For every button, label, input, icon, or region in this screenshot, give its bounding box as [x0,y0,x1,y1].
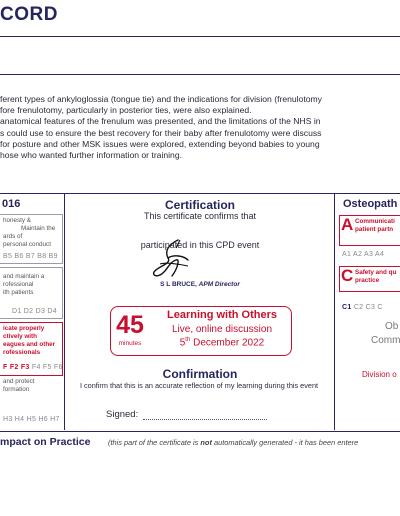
date-suffix: th [185,337,191,343]
summary-line: fore frenulotomy, particularly in posterior ties, were also explained. [0,105,252,116]
signer-text: S L BRUCE, [160,281,199,288]
text-line: eagues and other [3,341,56,348]
standard-b-codes: B5 B6 B7 B8 B9 [3,253,58,260]
standard-h-text [3,378,61,394]
osteopath-heading: Osteopath [343,198,398,210]
standard-a-letter: A [341,215,354,234]
code-unselected: F4 F5 F6 [31,364,63,371]
text-line: Maintain the [21,225,56,232]
standards-heading: 016 [2,198,21,210]
note-emphasis: not [200,438,212,447]
certification-line-1: This certificate confirms that [143,211,257,221]
event-summary [0,94,400,161]
text-line: patient partn [355,226,394,233]
signature-line[interactable] [143,419,267,420]
text-line: and maintain a [3,273,45,280]
standard-f-codes [3,364,63,371]
summary-line: s could use to ensure the best recovery for their baby after frenulotomy were discuss [0,127,322,138]
signed-label: Signed: [106,409,139,420]
impact-heading: mpact on Practice [0,436,91,448]
text-line: practice [355,277,380,284]
column-divider-right [334,193,335,430]
text-line: and protect [3,378,35,385]
standard-c-codes [342,304,383,311]
summary-line: for posture and other MSK issues were explored, extending beyond babies to young [0,138,320,149]
cpd-minutes-value: 45 [116,311,144,339]
text-line: ith patients [3,289,34,296]
right-col-division: Division o [362,370,397,379]
date-day: 5 [179,337,186,349]
right-col-ob: Ob [385,321,399,332]
code-unselected: C2 C3 C [353,304,383,311]
code-selected: F2 F3 [9,364,30,371]
signer-name [100,281,300,288]
text-line: personal conduct [3,241,51,248]
certification-heading: Certification [164,198,235,212]
text-line: icate properly [3,325,45,332]
text-line: Safety and qu [355,269,397,276]
text-line: rofessionals [3,349,41,356]
standard-d-text [3,273,61,297]
text-line: rofessional [3,281,34,288]
standard-h-codes: H3 H4 H5 H6 H7 [3,416,60,423]
event-date [154,337,290,348]
impact-note [108,438,358,447]
signer-role: APM Director [198,281,240,288]
text-line: honesty & [3,217,32,224]
event-title: Learning with Others [166,309,277,321]
standard-a-text [355,218,400,234]
text-line: Communicati [355,218,395,225]
standard-f-text [3,325,61,357]
date-month-year: December 2022 [190,337,265,349]
text-line: ctively with [3,333,37,340]
summary-line: ferent types of ankyloglossia (tongue tie) and the indications for division (frenulotomy [0,94,322,104]
header-divider-2 [0,74,400,75]
note-text: (this part of the certificate is [108,438,201,447]
confirmation-text: I confirm that this is an accurate reflection of my learning during this event [79,381,319,390]
code-selected: C1 [342,304,352,311]
cpd-minutes-label: minutes [118,340,142,347]
column-divider-left [64,193,65,430]
summary-line: anatomical features of the frenulum was presented, and the limitations of the NHS in [0,116,321,127]
confirmation-heading: Confirmation [162,367,238,381]
standard-a-codes: A1 A2 A3 A4 [342,251,385,258]
text-line: formation [3,386,30,393]
certification-line-2: participated in this CPD event [140,240,260,250]
standard-d-codes: D1 D2 D3 D4 [12,308,57,315]
document-title: CORD [0,4,58,25]
code-selected: F [3,364,8,371]
standard-c-text [355,269,400,285]
standard-c-letter: C [341,266,354,285]
director-signature [148,236,194,282]
summary-line: hose who wanted further information or training. [0,150,183,161]
header-divider [0,36,400,37]
note-text: automatically generated - it has been entere [211,438,359,447]
standard-b-text [3,217,61,249]
text-line: ards of [3,233,23,240]
event-format: Live, online discussion [171,324,273,335]
right-col-comm: Comm [371,335,400,346]
